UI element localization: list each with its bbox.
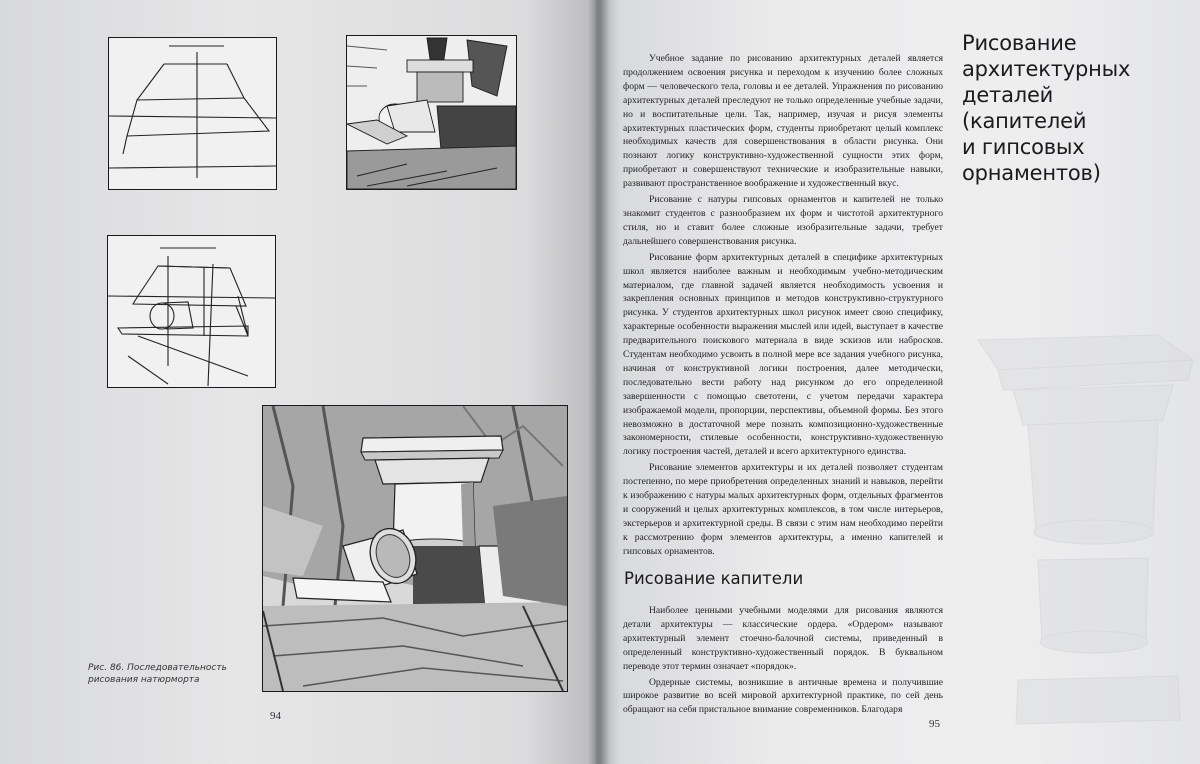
sketch-step-1-drawing [109,38,276,189]
left-page [0,0,596,764]
paragraph: Рисование форм архитектурных деталей в специфике архитектурных школ является наиболее важным и необходимым учебно-методическим материалом, где главной задачей является необходимость усвоения и закрепления основных принципов и методов конструктивно-структурного рисунка. У студентов архитектурных школ рисунок имеет свою специфику, характерные особенности выражения мыслей или идей, выступает в качестве предварительного поискового материала в виде эскизов или набросков. Студентам необходимо усвоить в полной мере все задания учебного рисунка, начиная от конструктивной логики построения, далее методически, последовательно вести работу над рисунком до его определенной завершенности с помощью светотени, с учетом передачи характера изображаемой модели, пропорции, перспективы, объемной формы. Без этого невозможно в достаточной мере познать композиционно-художественные закономерности, стилевые особенности, конструктивно-художественную логику построения частей, деталей и всего архитектурного единства. [623,251,943,458]
chapter-title-line-4: (капителей [962,109,1087,133]
still-life-drawing [263,406,567,691]
figure-caption [88,662,258,686]
figure-finished-still-life [262,405,568,692]
caption-line-2: рисования натюрморта [88,675,200,685]
chapter-title-line-1: Рисование [962,31,1077,55]
paragraph: Рисование с натуры гипсовых орнаментов и капителей не только знакомит студентов с разнообразием их форм и чистотой архитектурного стиля, но и ставит более сложные изобразительные задачи, требует дальнейшего совершенствования рисунка. [623,194,943,247]
paragraph: Наиболее ценными учебными моделями для рисования являются детали архитектуры — классические ордера. «Ордером» называют архитектурный элемент стоечно-балочной системы, приведенный в определенный конструктивно-художественный порядок. В буквальном переводе этот термин означает «порядок». [623,605,943,672]
main-text-column [623,52,943,561]
section-text-column [623,604,943,719]
figure-sketch-step-1 [108,37,277,190]
paragraph: Учебное задание по рисованию архитектурных деталей является продолжением освоения рисунка и переходом к изучению более сложных форм — человеческого тела, головы и ее деталей. Упражнения по рисованию архитектурных деталей преследуют не только определенные учебные задачи, но и воспитательные цели. Так, например, изучая и рисуя элементы архитектурных пластических форм, студенты приобретают целый комплекс необходимых качеств для совершенствования в области рисунка. Они познают логику конструктивно-художественной сущности этих форм, приобретают и совершенствуют технические и изобразительные навыки, развивают пространственное воображение и художественный вкус. [623,53,943,190]
sketch-step-2-drawing [347,36,516,189]
book-gutter [588,0,610,764]
paragraph: Ордерные системы, возникшие в античные времена и получившие широкое развитие во всей мировой архитектурной практике, по сей день обращают на себя пристальное внимание современников. Благодаря [623,676,943,716]
chapter-title-line-2: архитектурных [962,57,1131,81]
chapter-title [962,30,1172,186]
paragraph: Рисование элементов архитектуры и их деталей позволяет студентам постепенно, по мере приобретения определенных знаний и навыков, перейти к изображению с натуры малых архитектурных форм, отдельных фрагментов и сооружений и целых архитектурных комплексов, в том числе интерьеров, экстерьеров и архитектурной среды. В связи с этим нам необходимо перейти к рассмотрению форм элементов архитектуры, а именно капителей и гипсовых орнаментов. [623,462,943,557]
ghost-capital-image [958,300,1198,750]
page-number-right: 95 [929,718,940,730]
chapter-title-line-3: деталей [962,83,1054,107]
figure-sketch-step-2 [346,35,517,190]
page-number-left: 94 [270,710,281,722]
faded-capital-illustration [958,300,1198,750]
chapter-title-line-6: орнаментов) [962,161,1101,185]
sketch-step-3-drawing [108,236,275,387]
chapter-title-line-5: и гипсовых [962,135,1085,159]
figure-sketch-step-3 [107,235,276,388]
caption-line-1: Рис. 86. Последовательность [88,663,227,673]
section-title: Рисование капители [624,569,804,588]
